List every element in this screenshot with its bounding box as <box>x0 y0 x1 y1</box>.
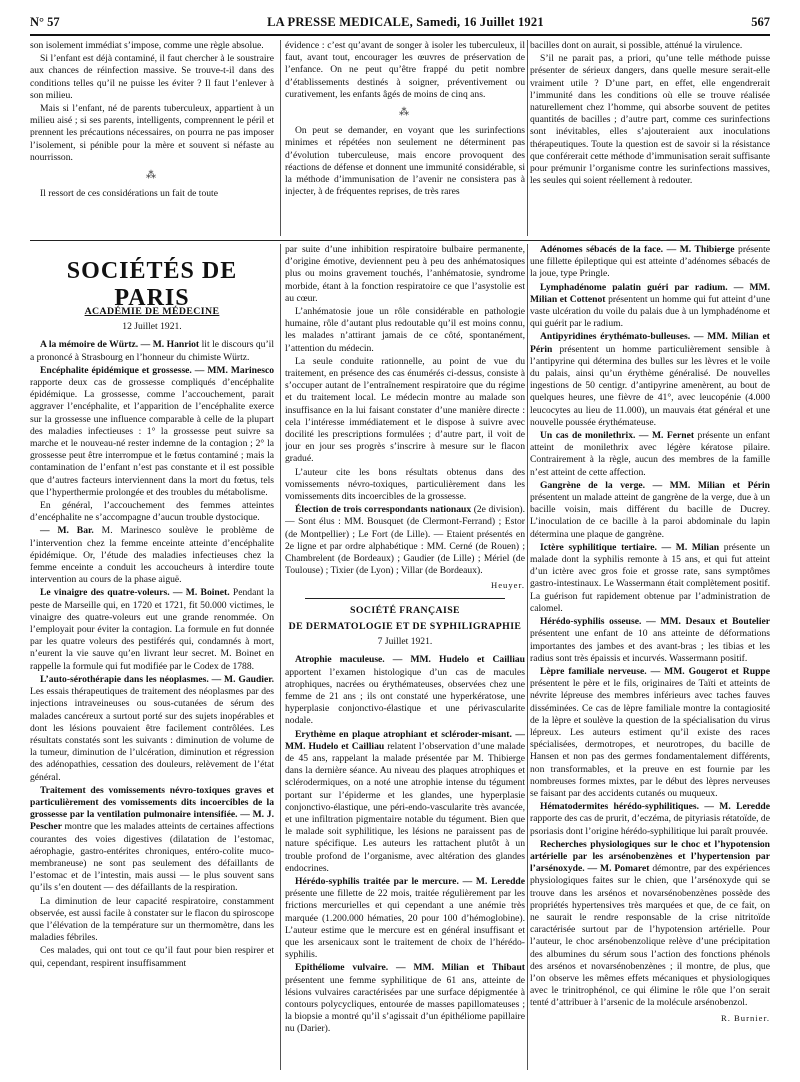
report-text: Pendant la peste de Marseille qui, en 1720 et 1721, fit 50.000 victimes, le vinaigre des quatre-voleurs eut une grande renommée. On l’employait pour éviter la contagion. La formule en fut donnée par les quatre voleurs des pestiférés qui, condamnés à mort, n’eurent la vie sauve qu’en livrant leur secret. M. Boinet en rappelle la formule qui fut modifiée par le Codex de 1788. <box>30 587 274 672</box>
report-paragraph <box>30 525 274 586</box>
paragraph: évidence : c’est qu’avant de songer à isoler les tuberculeux, il faut, avant tout, encourager les œuvres de préservation de l’enfance. On ne peut qu’être frappé du petit nombre d’établissements destinés à soigner, préventivement ou curativement, les enfants âgés de moins de cinq ans. <box>285 40 525 100</box>
top-column-2 <box>285 40 525 236</box>
report-heading: Recherches physiologiques sur le choc et l’hypotension artérielle par les arsénobenzènes et l’hypertension par l’arsénoxyde. — M. Pomaret <box>530 838 770 875</box>
report-text: lit le discours qu’il a prononcé à Strasbourg en l’honneur du chimiste Würtz. <box>30 339 274 363</box>
paragraph: son isolement immédiat s’impose, comme une règle absolue. <box>30 40 264 51</box>
report-paragraph <box>30 339 274 363</box>
report-paragraph <box>30 587 274 672</box>
report-heading: Le vinaigre des quatre-voleurs. — M. Boinet. <box>40 587 230 599</box>
report-text: présentent un homme qui fut atteint d’une vaste ulcération du voile du palais due à un lymphadénome et qui guérit par le radium. <box>530 293 770 330</box>
society-name-sub: DE DERMATOLOGIE ET DE SYPHILIGRAPHIE <box>288 620 522 632</box>
report-paragraph <box>30 500 274 524</box>
report-heading: Traitement des vomissements névro-toxiques graves et particulièrement des vomissements dits incoercibles de la grossesse par la ventilation pulmonaire intensifiée. — M. J. Pescher <box>30 784 274 833</box>
report-text: La diminution de leur capacité respiratoire, constamment observée, est aussi facile à constater sur le flacon du spiroscope que l’élévation de la température sur un thermomètre, dans les maladies fébriles. <box>30 895 274 944</box>
report-text: relatent l’observation d’une malade de 45 ans, rappelant la malade présentée par M. Thibierge dans la dernière séance. Au niveau des plaques atrophiques et sclérodermiques, on a noté une atrophie intense du tégument portant sur l’épiderme et les glandes, une hyperplasie conjonctivo-élastique, une péri-endo-vascularite très avancée, et une infiltration pigmentaire notable du tégument. Bien que le malade soit syphilitique, les lésions ne paraissent pas de nature spécifique. Les auteurs les rattachent plutôt à un trouble profond de l’organisme, avec altération des glandes endocrines. <box>285 740 525 874</box>
separator-mark: ⁂ <box>146 170 158 182</box>
right-column <box>530 244 770 1070</box>
report-heading: Hérédo-syphilis osseuse. — MM. Desaux et Boutelier <box>540 616 770 628</box>
report-heading: Gangrène de la verge. — MM. Milian et Périn <box>540 479 770 491</box>
report-paragraph <box>285 244 525 305</box>
report-heading: Adénomes sébacés de la face. — M. Thibierge <box>540 244 735 255</box>
report-paragraph <box>530 480 770 541</box>
report-text: montre que les malades atteints de certaines affections courantes des voies digestives (dilatation de l’estomac, aérophagie, gastro-entérites chroniques, entéro-colite muco-membraneuse) ne sont pas seulement des défaillants de l’estomac et de l’intestin, mais aussi — le plus souvent sans qu’ils s’en doutent — des défaillants de la respiration. <box>30 821 274 894</box>
column-rule <box>280 244 281 1070</box>
report-paragraph <box>285 356 525 466</box>
report-paragraph <box>285 876 525 961</box>
page-header <box>30 2 770 36</box>
report-text: présente un enfant atteint de monilethrix avec légère kératose pilaire. Contrairement à la règle, aucun des membres de la famille n’est atteint de cette affection. <box>530 430 770 478</box>
report-paragraph <box>285 729 525 875</box>
report-paragraph <box>530 282 770 331</box>
section-title: SOCIÉTÉS DE PARIS <box>66 258 238 311</box>
report-paragraph <box>30 945 274 969</box>
author-signature: Heuyer. <box>491 580 525 591</box>
report-paragraph <box>285 467 525 504</box>
separator-mark: ⁂ <box>399 107 411 119</box>
report-text: démontre, par des expériences physiologiques faites sur le chien, que l’arsénoxyde qui se trouve dans les arsénos et novarsénobenzènes possède des propriétés hypertensives très marquées et que, de ce fait, on ne saurait le rendre responsable de la crise nitritoïde caractérisée surtout par de l’hypotension artérielle. Pour l’auteur, le choc arsénobenzolique relève d’une précipitation des albumines du sérum sous l’action des fonctions phénols des arsénos et novarsénobenzènes ; il montre, de plus, que l’on observe les mêmes effets mécaniques et physiologiques avec le trinitrophénol, ce qui élimine le rôle que l’on serait tenté d’attribuer à l’arsenic de la molécule arsénobenzol. <box>530 863 770 1009</box>
report-text: L’anhématosie joue un rôle considérable en pathologie humaine, rôle d’autant plus redoutable qu’il est moins connu, les malades n’attirant jamais de ce côté, spontanément, l’attention du médecin. <box>285 306 525 354</box>
section-divider <box>30 240 770 241</box>
report-paragraph <box>530 616 770 665</box>
report-heading: Hématodermites hérédo-syphilitiques. — M. Leredde <box>540 801 770 813</box>
middle-column <box>285 244 525 1070</box>
report-text: présentent un homme particulièrement sensible à l’antipyrine qui détermina des bulles sur les lèvres et le voile du palais, ainsi qu’un érythème généralisé. De nouvelles ingestions de 50 centigr. d’antipyrine amenèrent, au bout de quelques heures, une fièvre de 41°, avec leucopénie (4.000 leucocytes au lieu de 11.000), un mauvais état général et une nouvelle poussée érythémateuse. <box>530 343 770 428</box>
report-paragraph <box>530 542 770 615</box>
report-text: par suite d’une inhibition respiratoire bulbaire permanente, d’origine émotive, deviennent peu à peu des anhématosiques plus ou moins gravement touchés, l’anhématosie, syndrome morbide, étant à la fonction respiratoire ce que l’asystolie est au cœur. <box>285 244 525 304</box>
report-text: En général, l’accouchement des femmes atteintes d’encéphalite ne s’accompagne d’aucun trouble dystocique. <box>30 500 274 524</box>
report-heading: Élection de trois correspondants nationaux <box>295 504 472 516</box>
report-text: rapporte des cas de prurit, d’eczéma, de pityriasis rétatoïde, de psoriasis dont l’origine hérédo-syphilitique lui paraît prouvée. <box>530 813 770 837</box>
column-rule <box>280 40 281 236</box>
report-heading: Atrophie maculeuse. — MM. Hudelo et Cailliau <box>295 654 525 666</box>
report-text: Les essais thérapeutiques de traitement des néoplasmes par des injections intraveineuses ou sous-cutanées de sérum des malades cancéreux a surtout porté sur des sujets inopérables et dont les lésions pouvaient être facilement contrôlées. Les résultats constatés sont les suivants : diminution de volume de la tumeur, diminution de l’ulcération, diminution et régression des adénopathies, cessation des douleurs, relèvement de l’état général. <box>30 686 274 783</box>
paragraph: On peut se demander, en voyant que les surinfections minimes et répétées non seulement ne déterminent pas d’évolution tuberculeuse, mais encore provoquent des réactions de défense et donnent une immunité considérable, si la méthode d’immunisation de l’avenir ne consistera pas à injecter, à de fréquentes reprises, de très rares <box>285 125 525 198</box>
report-text: M. Marinesco soulève le problème de l’intervention chez la femme enceinte atteinte d’encéphalite épidémique. Or, l’étude des maladies infectieuses chez la femme enceinte a conduit les accoucheurs à interdire toute intervention au cours de la phase aiguë. <box>30 525 274 586</box>
report-paragraph <box>530 244 770 281</box>
report-text: présentent un malade atteint de gangrène de la verge, due à un bacille voisin, mais différent du bacille de Ducrey. L’inoculation de ce bacille à la paroi abdominale du lapin détermina une plaque de gangrène. <box>530 492 770 540</box>
author-signature: R. Burnier. <box>721 1012 770 1023</box>
report-heading: Lèpre familiale nerveuse. — MM. Gougerot et Ruppe <box>540 665 770 677</box>
report-heading: Ictère syphilitique tertiaire. — M. Milian <box>540 541 720 553</box>
report-paragraph <box>530 801 770 838</box>
report-text: présente une fillette épileptique qui est atteinte d’adénomes sébacés de la joue, type Pringle. <box>530 244 770 280</box>
report-paragraph <box>285 306 525 355</box>
top-column-1 <box>30 40 274 236</box>
publication-title: LA PRESSE MEDICALE, Samedi, 16 Juillet 1921 <box>267 15 544 29</box>
page-number: 567 <box>751 15 770 29</box>
report-paragraph <box>530 839 770 1010</box>
section-divider <box>305 598 505 599</box>
report-text: La seule conduite rationnelle, au point de vue du traitement, en présence des cas énumérés ci-dessus, consiste à s’occuper autant de l’entraînement respiratoire que du régime et du traitement local. Le médecin montre au malade son insuffisance en la lui faisant constater d’une manière directe : cela l’intéresse immédiatement et le dispose à suivre avec docilité les prescriptions formulées ; d’autre part, il voit de jour en jour ses progrès s’inscrire à mesure sur le flacon gradué. <box>285 355 525 465</box>
column-rule <box>527 244 528 1070</box>
paragraph: Mais si l’enfant, né de parents tuberculeux, appartient à un milieu aisé ; si ses parents, intelligents, comprennent le péril et prennent les précautions nécessaires, on pourra ne pas imposer l’isolement, si pénible pour la mère et souvent si néfaste au nourrisson. <box>30 103 274 163</box>
report-text: présente une fillette de 22 mois, traitée régulièrement par les frictions mercurielles et qui cependant a une anémie très marquée (1.200.000 hématies, 20 pour 100 d’hémoglobine). L’auteur estime que le mercure est en général insuffisant et que les arsenicaux sont le traitement de choix de l’hérédo-syphilis. <box>285 888 525 961</box>
society-name: ACADÉMIE DE MÉDECINE <box>84 306 220 317</box>
report-text: apportent l’examen histologique d’un cas de macules atrophiques, nacrées ou érythémateuses, observées chez une femme de 21 ans ; ils ont constaté une hyperkératose, une hyperplasie conjonctivo-élastique et une périvascularite nodale. <box>285 666 525 727</box>
report-heading: Un cas de monilethrix. — M. Fernet <box>540 430 695 442</box>
report-heading: A la mémoire de Würtz. — M. Hanriot <box>40 339 200 351</box>
report-heading: L’auto-sérothérapie dans les néoplasmes. — M. Gaudier. <box>40 673 274 685</box>
report-paragraph <box>530 331 770 429</box>
issue-number: N° 57 <box>30 15 60 29</box>
report-text: L’auteur cite les bons résultats obtenus dans des vomissements névro-toxiques, particulièrement dans les vomissements dits incoercibles de la grossesse. <box>285 466 525 503</box>
meeting-date: 12 Juillet 1921. <box>122 321 182 333</box>
report-paragraph <box>285 962 525 1035</box>
report-paragraph <box>285 504 525 577</box>
report-text: présentent le père et le fils, originaires de Taïti et atteints de névrite lépreuse des membres inférieurs avec taches fauves disséminées. Ce cas de lèpre familiale montre la contagiosité de la lèpre et soulève la question de la spécialisation du virus lépreux. Les auteurs estiment qu’il existe des races spécialisées, dermotropes, et neurotropes, du bacille de Hansen et non pas des germes fondamentalement différents, non transformables, et la preuve en est fournie par les nombreuses formes mixtes, par le début des lèpres nerveuses se faisant par des accidents cutanés ou muqueux. <box>530 678 770 799</box>
report-heading: Encéphalite épidémique et grossesse. — MM. Marinesco <box>40 364 274 376</box>
report-paragraph <box>530 430 770 479</box>
report-text: Ces malades, qui ont tout ce qu’il faut pour bien respirer et qui, cependant, respirent insuffisamment <box>30 945 274 969</box>
report-heading: Antipyridines érythémato-bulleuses. — MM. Milian et Périn <box>530 331 770 355</box>
report-paragraph <box>30 785 274 895</box>
report-paragraph <box>30 365 274 499</box>
report-paragraph <box>30 674 274 784</box>
report-paragraph <box>530 666 770 800</box>
report-heading: Epithéliome vulvaire. — MM. Milian et Thibaut <box>295 962 525 974</box>
paragraph: Il ressort de ces considérations un fait de toute <box>40 188 218 200</box>
report-heading: Erythème en plaque atrophiant et scléroder-misant. — MM. Hudelo et Cailliau <box>285 728 525 752</box>
paragraph: Si l’enfant est déjà contaminé, il faut chercher à le soustraire aux chances de réinfection massive. Se trouve-t-il dans des conditions telles qu’il ne puisse les éviter ? Il faut l’enlever à son milieu. <box>30 53 274 101</box>
column-rule <box>527 40 528 236</box>
top-column-3 <box>530 40 770 236</box>
report-text: présente un malade dont la syphilis remonte à 15 ans, et qui fut atteint d’un ictère avec gros foie et grosse rate, sans symptômes gastro-intestinaux. Le Wassermann était complètement positif. La guérison fut rapidement obtenue par l’administration de calomel. <box>530 541 770 614</box>
report-text: (2e division). — Sont élus : MM. Bousquet (de Clermont-Ferrand) ; Estor (de Montpellier) ; Le Fort (de Lille). — Etaient présentés en 2e ligne et par ordre alphabétique : MM. Cerné (de Rouen) ; Chambrelent (de Bordeaux) ; Gaudier (de Lille) ; Mériel (de Toulouse) ; Tixier (de Lyon) ; Villar (de Bordeaux). <box>285 504 525 577</box>
report-heading: Hérédo-syphilis traitée par le mercure. — M. Leredde <box>295 875 525 887</box>
report-heading: — M. Bar. <box>40 525 94 537</box>
academie-column <box>30 302 274 1070</box>
paragraph: bacilles dont on aurait, si possible, atténué la virulence. <box>530 40 743 51</box>
report-paragraph <box>30 896 274 945</box>
report-text: présentent une enfant de 10 ans atteinte de déformations importantes des jambes et des avant-bras ; les tibias et les radius sont très épaissis et incurvés. Wassermann positif. <box>530 628 770 664</box>
society-name: SOCIÉTÉ FRANÇAISE <box>350 604 460 616</box>
meeting-date: 7 Juillet 1921. <box>377 636 433 648</box>
report-text: rapporte deux cas de grossesse compliqués d’encéphalite épidémique. La grossesse, comme l’accouchement, parait aggraver l’encéphalite, et l’apparition de l’encéphalite exerce sur la grossesse une influence comparable à celle de la plupart des maladies infectieuses : 1° la grossesse peut suivre sa marche et le nouveau-né rester indemne de la contagion ; 2° la grossesse peut être interrompue et le fœtus contaminé ; mais la contamination de l’enfant n’est pas constante et il est possible que d’autres facteurs interviennent dans la mort du fœtus, tels que l’hyperthermie prolongée et des troubles du métabolisme. <box>30 377 274 498</box>
report-text: présentent une femme syphilitique de 61 ans, atteinte de lésions vulvaires caractérisées par une surface dépigmentée à contours polycycliques, entourée de masses papillomateuses ; la biopsie a montré qu’il s’agissait d’un épithéliome papillaire nu (Darier). <box>285 974 525 1035</box>
paragraph: S’il ne parait pas, a priori, qu’une telle méthode puisse présenter de sérieux dangers, dans quelle mesure serait-elle vraiment utile ? D’une part, en effet, elle engendrerait l’immunité dans les conditions où elle se trouve réalisée naturellement chez l’homme, qui absorbe souvent de petites quantités de bacilles ; d’autre part, comme ces surinfections sont inévitables, elles s’ajouteraient aux inoculations thérapeutiques. Toute la question est de savoir si la résistance que conférerait cette méthode d’immunisation serait suffisante pour prémunir l’organisme contre les surinfections massives, les seules qui soient réellement à redouter. <box>530 53 770 187</box>
report-paragraph <box>285 654 525 727</box>
report-heading: Lymphadénome palatin guéri par radium. — MM. Milian et Cottenot <box>530 281 770 305</box>
